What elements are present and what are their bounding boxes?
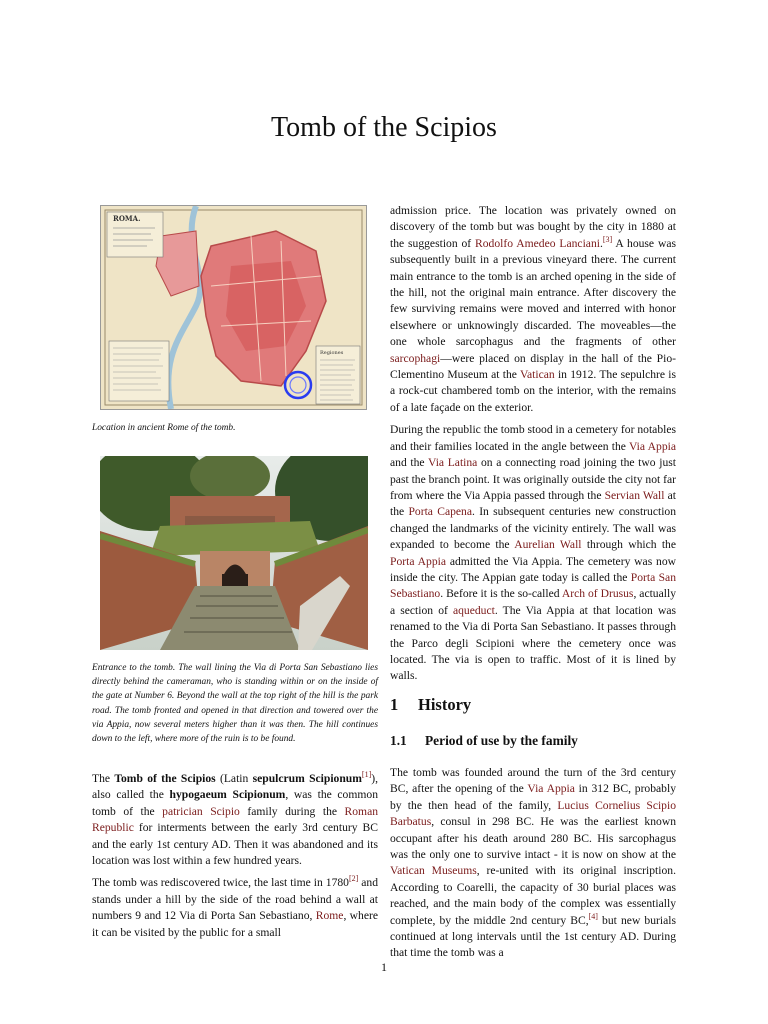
- map-image: [100, 205, 367, 410]
- link-via-latina[interactable]: Via Latina: [428, 456, 478, 470]
- reference-link[interactable]: [1]: [361, 770, 372, 780]
- text: admitted the Via Appia. The cemetery was now inside the city. The Appian gate today is called the: [390, 554, 676, 584]
- map-label: ROMA.: [113, 214, 141, 223]
- link-vatican[interactable]: Vatican: [519, 368, 555, 382]
- text: in 312 BC, probably by the then head of the family,: [390, 782, 676, 812]
- bold-term: sepulcrum Scipionum: [252, 772, 362, 785]
- right-paragraph-2: [390, 422, 676, 685]
- intro-text: [92, 771, 378, 947]
- text: family during the: [239, 804, 345, 818]
- text: and stands under a hill by the side of the road behind a wall at numbers 9 and 12 Via di Porta San Sebastiano,: [92, 876, 379, 923]
- text: . The Via Appia at that location was renamed to the Via di Porta San Sebastiano. It passes through the Parco degli Scipioni where the cemetery once was located. The via is open to traffic. Most of it is lined by walls.: [390, 603, 676, 683]
- figure-caption-map: Location in ancient Rome of the tomb.: [92, 423, 236, 433]
- link-via-appia[interactable]: Via Appia: [629, 439, 676, 453]
- text: , where it can be visited by the public for a small: [92, 909, 378, 939]
- tomb-entrance-photo: [100, 456, 368, 650]
- text: ), also called the: [92, 772, 379, 802]
- subsection-number: 1.1: [390, 733, 407, 748]
- link-rome[interactable]: Rome: [315, 909, 344, 923]
- tomb-entrance-image: [100, 456, 368, 650]
- link-aqueduct[interactable]: aqueduct: [452, 603, 495, 617]
- text: , consul in 298 BC. He was the earliest known occupant after his death around 280 BC. His sarcophagus was the only one to survive intact - it is now on show at the: [390, 815, 676, 862]
- link-via-appia[interactable]: Via Appia: [527, 782, 575, 796]
- text: . In subsequent centuries new construction changed the landmarks of the vicinity entirely. The wall was expanded to become the: [390, 505, 677, 552]
- text: in 1912. The sepulchre is a rock-cut chambered tomb on the interior, with the remains of a late façade on the exterior.: [390, 368, 676, 414]
- text: on a connecting road joining the two just past the branch point. It was originally outside the city not far from where the Via Appia passed through the: [390, 456, 676, 502]
- link-arch-of-drusus[interactable]: Arch of Drusus: [561, 587, 634, 601]
- right-column-top: [390, 203, 676, 691]
- link-aurelian-wall[interactable]: Aurelian Wall: [514, 538, 582, 552]
- intro-paragraph-2: [92, 875, 378, 941]
- map-legend-heading: Regiones: [320, 350, 344, 356]
- right-column-bottom: [390, 765, 676, 968]
- text: through which the: [581, 538, 676, 552]
- subsection-title: Period of use by the family: [425, 733, 578, 748]
- text: The tomb was rediscovered twice, the last time in 1780: [92, 876, 349, 890]
- text: , actually a section of: [390, 587, 676, 617]
- bold-term: Tomb of the Scipios: [114, 772, 216, 785]
- page-number: 1: [381, 960, 387, 974]
- link-scipio-barbatus[interactable]: Lucius Cornelius Scipio Barbatus: [390, 798, 676, 829]
- link-porta-capena[interactable]: Porta Capena: [408, 505, 472, 519]
- section-number: 1: [390, 695, 399, 714]
- text: for interments between the early 3rd century BC and the early 1st century AD. Then it was abandoned and its location was lost within a few hundred years.: [92, 821, 378, 868]
- history-paragraph-1: [390, 765, 676, 962]
- figure-caption-photo: Entrance to the tomb. The wall lining the Via di Porta San Sebastiano lies directly behind the cameraman, who is standing within or on the inside of the gate at Number 6. Beyond the wall at the top right of the hill is the park road. The tomb fronted and opened in that direction and towered over the via Appia, now several meters higher than it was then. The hill continues down to the left, where more of the ruin is to be found.: [92, 663, 378, 745]
- text: (Latin: [215, 772, 253, 785]
- link-scipio[interactable]: Scipio: [210, 804, 240, 818]
- section-title: History: [418, 695, 472, 714]
- right-paragraph-1: [390, 203, 676, 416]
- text: , was the common tomb of the: [92, 788, 378, 818]
- reference-link[interactable]: [4]: [588, 911, 598, 921]
- page-title: Tomb of the Scipios: [271, 112, 497, 143]
- subsection-heading: [390, 733, 578, 749]
- reference-link[interactable]: [3]: [602, 234, 613, 244]
- ancient-rome-map: [101, 206, 366, 409]
- text: A house was subsequently built in a previous vineyard there. The current main entrance to the tomb is an arched opening in the side of the hill, not the original main entrance. After discovery the few surviving remains were moved and interred with honor elsewhere or unknowingly discarded. The moveables—the one whole sarcophagus and the fragments of other: [390, 236, 676, 349]
- text: . Before it is the so-called: [440, 587, 562, 601]
- link-roman-republic[interactable]: Roman Republic: [92, 804, 379, 835]
- link-porta-appia[interactable]: Porta Appia: [390, 554, 446, 568]
- text: at the: [390, 488, 676, 519]
- text: The tomb was founded around the turn of the 3rd century BC, after the opening of the: [390, 766, 676, 796]
- text: .: [599, 236, 603, 250]
- text: but new burials continued at long intervals until the 1st century AD. During that time the tomb was a: [390, 913, 676, 960]
- link-sarcophagi[interactable]: sarcophagi: [390, 351, 441, 365]
- text: admission price. The location was privately owned on discovery of the tomb but was bought by the city in 1880 at the suggestion of: [390, 204, 676, 250]
- intro-paragraph-1: [92, 771, 378, 869]
- link-porta-san-sebastiano[interactable]: Porta San Sebastiano: [390, 570, 676, 601]
- text: During the republic the tomb stood in a cemetery for notables and their families located in the angle between the: [390, 423, 676, 453]
- link-patrician[interactable]: patrician: [162, 804, 203, 818]
- link-servian-wall[interactable]: Servian Wall: [604, 488, 665, 502]
- reference-link[interactable]: [2]: [348, 874, 359, 884]
- link-vatican-museums[interactable]: Vatican Museums: [390, 864, 477, 878]
- bold-term: hypogaeum Scipionum: [169, 788, 286, 802]
- section-heading-history: [390, 695, 471, 715]
- text: , re-united with its original inscription. According to Coarelli, the capacity of 30 burial places was reached, and the main body of the complex was essentially complete, by the middle 2nd century BC,: [390, 864, 676, 927]
- text: and the: [390, 456, 429, 470]
- text: —were placed on display in the hall of the Pio-Clementino Museum at the: [390, 351, 676, 382]
- link-lanciani[interactable]: Rodolfo Amedeo Lanciani: [475, 236, 600, 250]
- text: The: [92, 772, 115, 785]
